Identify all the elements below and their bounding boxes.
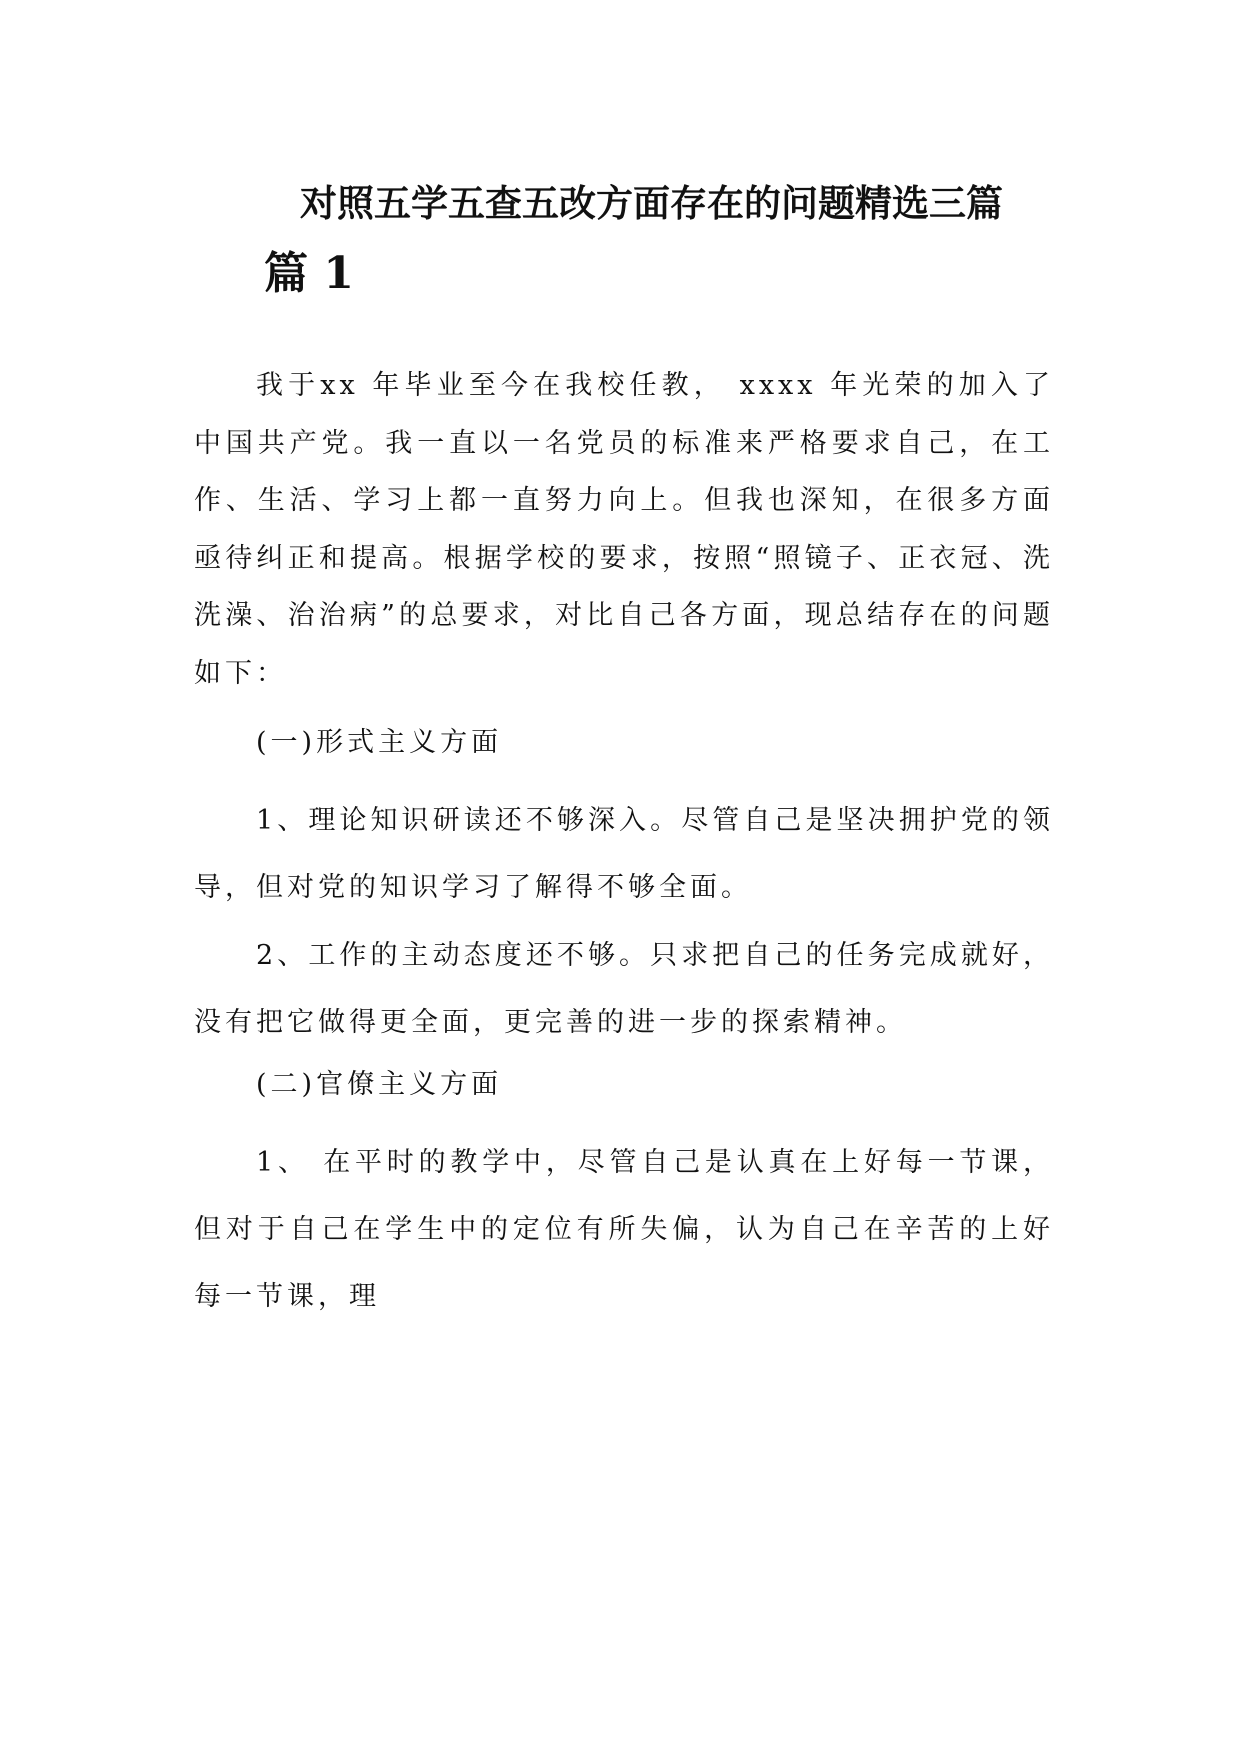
section-heading: 篇 1 [264,248,354,299]
document-title: 对照五学五查五改方面存在的问题精选三篇 [300,181,1003,225]
subheading-formalism: (一)形式主义方面 [256,727,503,758]
subheading-bureaucracy: (二)官僚主义方面 [256,1069,503,1100]
intro-paragraph: 我于xx 年毕业至今在我校任教， xxxx 年光荣的加入了中国共产党。我一直以一名党员的标准来严格要求自己，在工作、生活、学习上都一直努力向上。但我也深知，在很多方面亟待纠正和提高。根据学校的要求，按照“照镜子、正衣冠、洗洗澡、治治病”的总要求，对比自己各方面，现总结存在的问题如下： [194,370,1054,689]
paragraph-formalism-item-1: 1、理论知识研读还不够深入。尽管自己是坚决拥护党的领导，但对党的知识学习了解得不够全面。 [194,805,1054,903]
paragraph-formalism-item-2: 2、工作的主动态度还不够。只求把自己的任务完成就好，没有把它做得更全面，更完善的进一步的探索精神。 [194,940,1054,1038]
paragraph-bureaucracy-item-1: 1、 在平时的教学中，尽管自己是认真在上好每一节课，但对于自己在学生中的定位有所失偏，认为自己在辛苦的上好每一节课，理 [194,1147,1054,1312]
